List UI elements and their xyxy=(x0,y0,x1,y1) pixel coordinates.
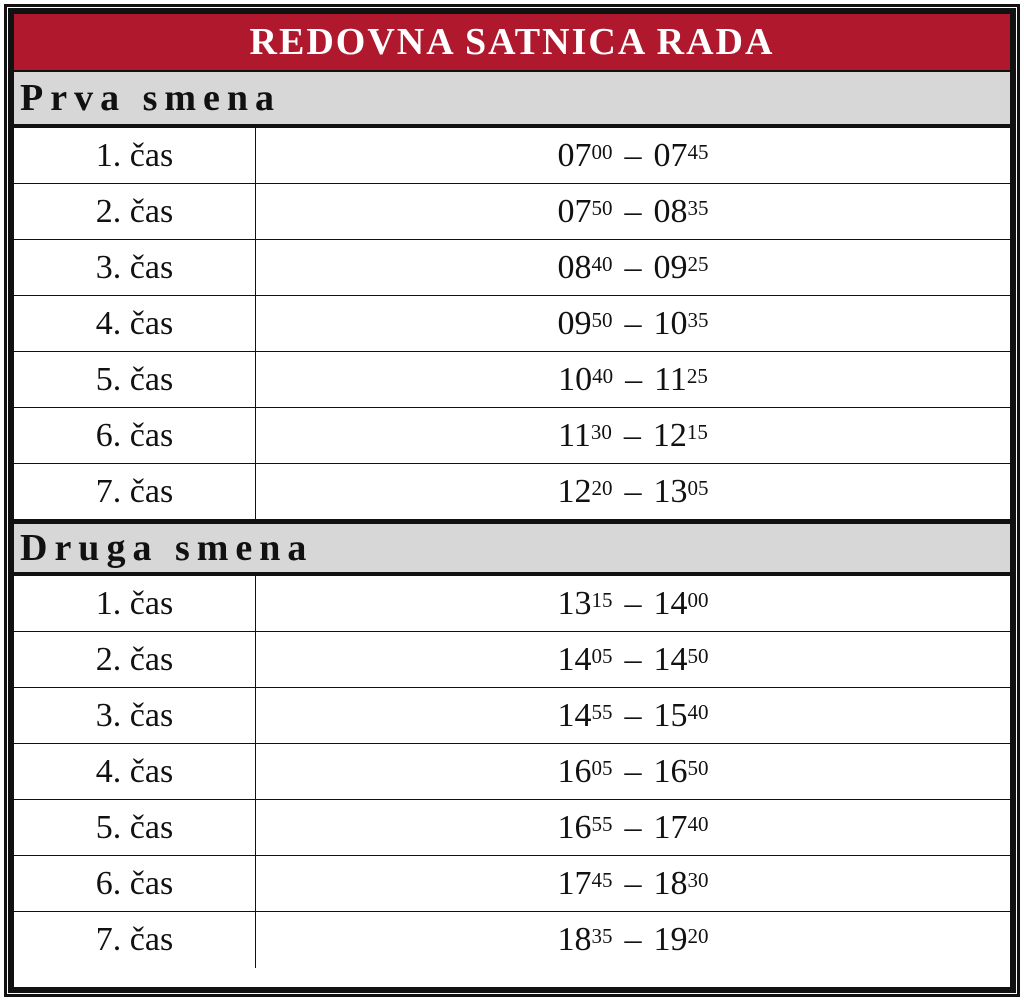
end-hour: 10 xyxy=(653,304,688,342)
time-range: 16 $^{05}$ – 16 $^{50}$ xyxy=(557,752,709,790)
shift-rows-first xyxy=(14,128,1010,520)
table-row xyxy=(14,352,1010,408)
lesson-label: 5. čas xyxy=(14,800,256,855)
shift-header-second: Druga smena xyxy=(14,520,1010,576)
shift-header-first: Prva smena xyxy=(14,72,1010,128)
end-hour: 15 xyxy=(653,696,688,734)
end-hour: 09 xyxy=(653,248,688,286)
end-hour: 08 xyxy=(653,192,688,230)
table-row xyxy=(14,128,1010,184)
lesson-label: 4. čas xyxy=(14,744,256,799)
range-dash: – xyxy=(624,752,642,790)
start-hour: 12 xyxy=(557,472,592,510)
start-hour: 16 xyxy=(557,752,592,790)
start-hour: 14 xyxy=(557,696,592,734)
range-dash: – xyxy=(624,584,642,622)
start-hour: 07 xyxy=(557,136,592,174)
lesson-label: 4. čas xyxy=(14,296,256,351)
end-hour: 13 xyxy=(653,472,688,510)
table-row xyxy=(14,296,1010,352)
lesson-label: 2. čas xyxy=(14,632,256,687)
lesson-label: 5. čas xyxy=(14,352,256,407)
time-range: 10 $^{40}$ – 11 $^{25}$ xyxy=(558,360,708,398)
lesson-label: 7. čas xyxy=(14,912,256,968)
range-dash: – xyxy=(624,304,642,342)
shift-rows-second xyxy=(14,576,1010,968)
time-range: 13 $^{15}$ – 14 $^{00}$ xyxy=(557,584,709,622)
end-hour: 16 xyxy=(653,752,688,790)
lesson-label: 3. čas xyxy=(14,240,256,295)
table-row xyxy=(14,688,1010,744)
time-range: 17 $^{45}$ – 18 $^{30}$ xyxy=(557,864,709,902)
start-hour: 08 xyxy=(557,248,592,286)
lesson-label: 6. čas xyxy=(14,856,256,911)
time-range: 18 $^{35}$ – 19 $^{20}$ xyxy=(557,921,709,958)
lesson-label: 2. čas xyxy=(14,184,256,239)
table-row xyxy=(14,184,1010,240)
table-row xyxy=(14,744,1010,800)
time-range: 08 $^{40}$ – 09 $^{25}$ xyxy=(557,248,709,286)
time-range: 07 $^{00}$ – 07 $^{45}$ xyxy=(557,136,709,174)
start-hour: 13 xyxy=(557,584,592,622)
lesson-label: 1. čas xyxy=(14,576,256,631)
table-row xyxy=(14,800,1010,856)
end-hour: 07 xyxy=(653,136,688,174)
table-row xyxy=(14,912,1010,968)
start-hour: 14 xyxy=(557,640,592,678)
range-dash: – xyxy=(624,472,642,510)
time-range: 07 $^{50}$ – 08 $^{35}$ xyxy=(557,192,709,230)
start-hour: 07 xyxy=(557,192,592,230)
range-dash: – xyxy=(625,360,643,398)
time-range: 11 $^{30}$ – 12 $^{15}$ xyxy=(558,416,708,454)
range-dash: – xyxy=(623,416,641,454)
time-range: 14 $^{05}$ – 14 $^{50}$ xyxy=(557,640,709,678)
time-range: 14 $^{55}$ – 15 $^{40}$ xyxy=(557,696,709,734)
time-range: 12 $^{20}$ – 13 $^{05}$ xyxy=(557,472,709,510)
range-dash: – xyxy=(624,192,642,230)
start-hour: 16 xyxy=(557,808,592,846)
table-row xyxy=(14,576,1010,632)
lesson-label: 7. čas xyxy=(14,464,256,519)
schedule-table xyxy=(8,8,1016,993)
start-hour: 09 xyxy=(557,304,592,342)
table-row xyxy=(14,464,1010,520)
start-hour: 18 xyxy=(557,921,592,958)
end-hour: 11 xyxy=(654,360,687,398)
end-hour: 14 xyxy=(653,584,688,622)
end-hour: 19 xyxy=(653,921,688,958)
range-dash: – xyxy=(624,136,642,174)
lesson-label: 3. čas xyxy=(14,688,256,743)
table-row xyxy=(14,856,1010,912)
end-hour: 18 xyxy=(653,864,688,902)
table-row xyxy=(14,408,1010,464)
range-dash: – xyxy=(624,808,642,846)
time-range: 16 $^{55}$ – 17 $^{40}$ xyxy=(557,808,709,846)
range-dash: – xyxy=(624,864,642,902)
range-dash: – xyxy=(624,696,642,734)
range-dash: – xyxy=(624,921,642,958)
table-title: REDOVNA SATNICA RADA xyxy=(14,14,1010,72)
lesson-label: 6. čas xyxy=(14,408,256,463)
start-hour: 10 xyxy=(558,360,593,398)
time-range: 09 $^{50}$ – 10 $^{35}$ xyxy=(557,304,709,342)
table-row xyxy=(14,632,1010,688)
start-hour: 17 xyxy=(557,864,592,902)
lesson-label: 1. čas xyxy=(14,128,256,183)
range-dash: – xyxy=(624,640,642,678)
end-hour: 14 xyxy=(653,640,688,678)
end-hour: 17 xyxy=(653,808,688,846)
table-row xyxy=(14,240,1010,296)
start-hour: 11 xyxy=(558,416,591,454)
range-dash: – xyxy=(624,248,642,286)
end-hour: 12 xyxy=(652,416,687,454)
